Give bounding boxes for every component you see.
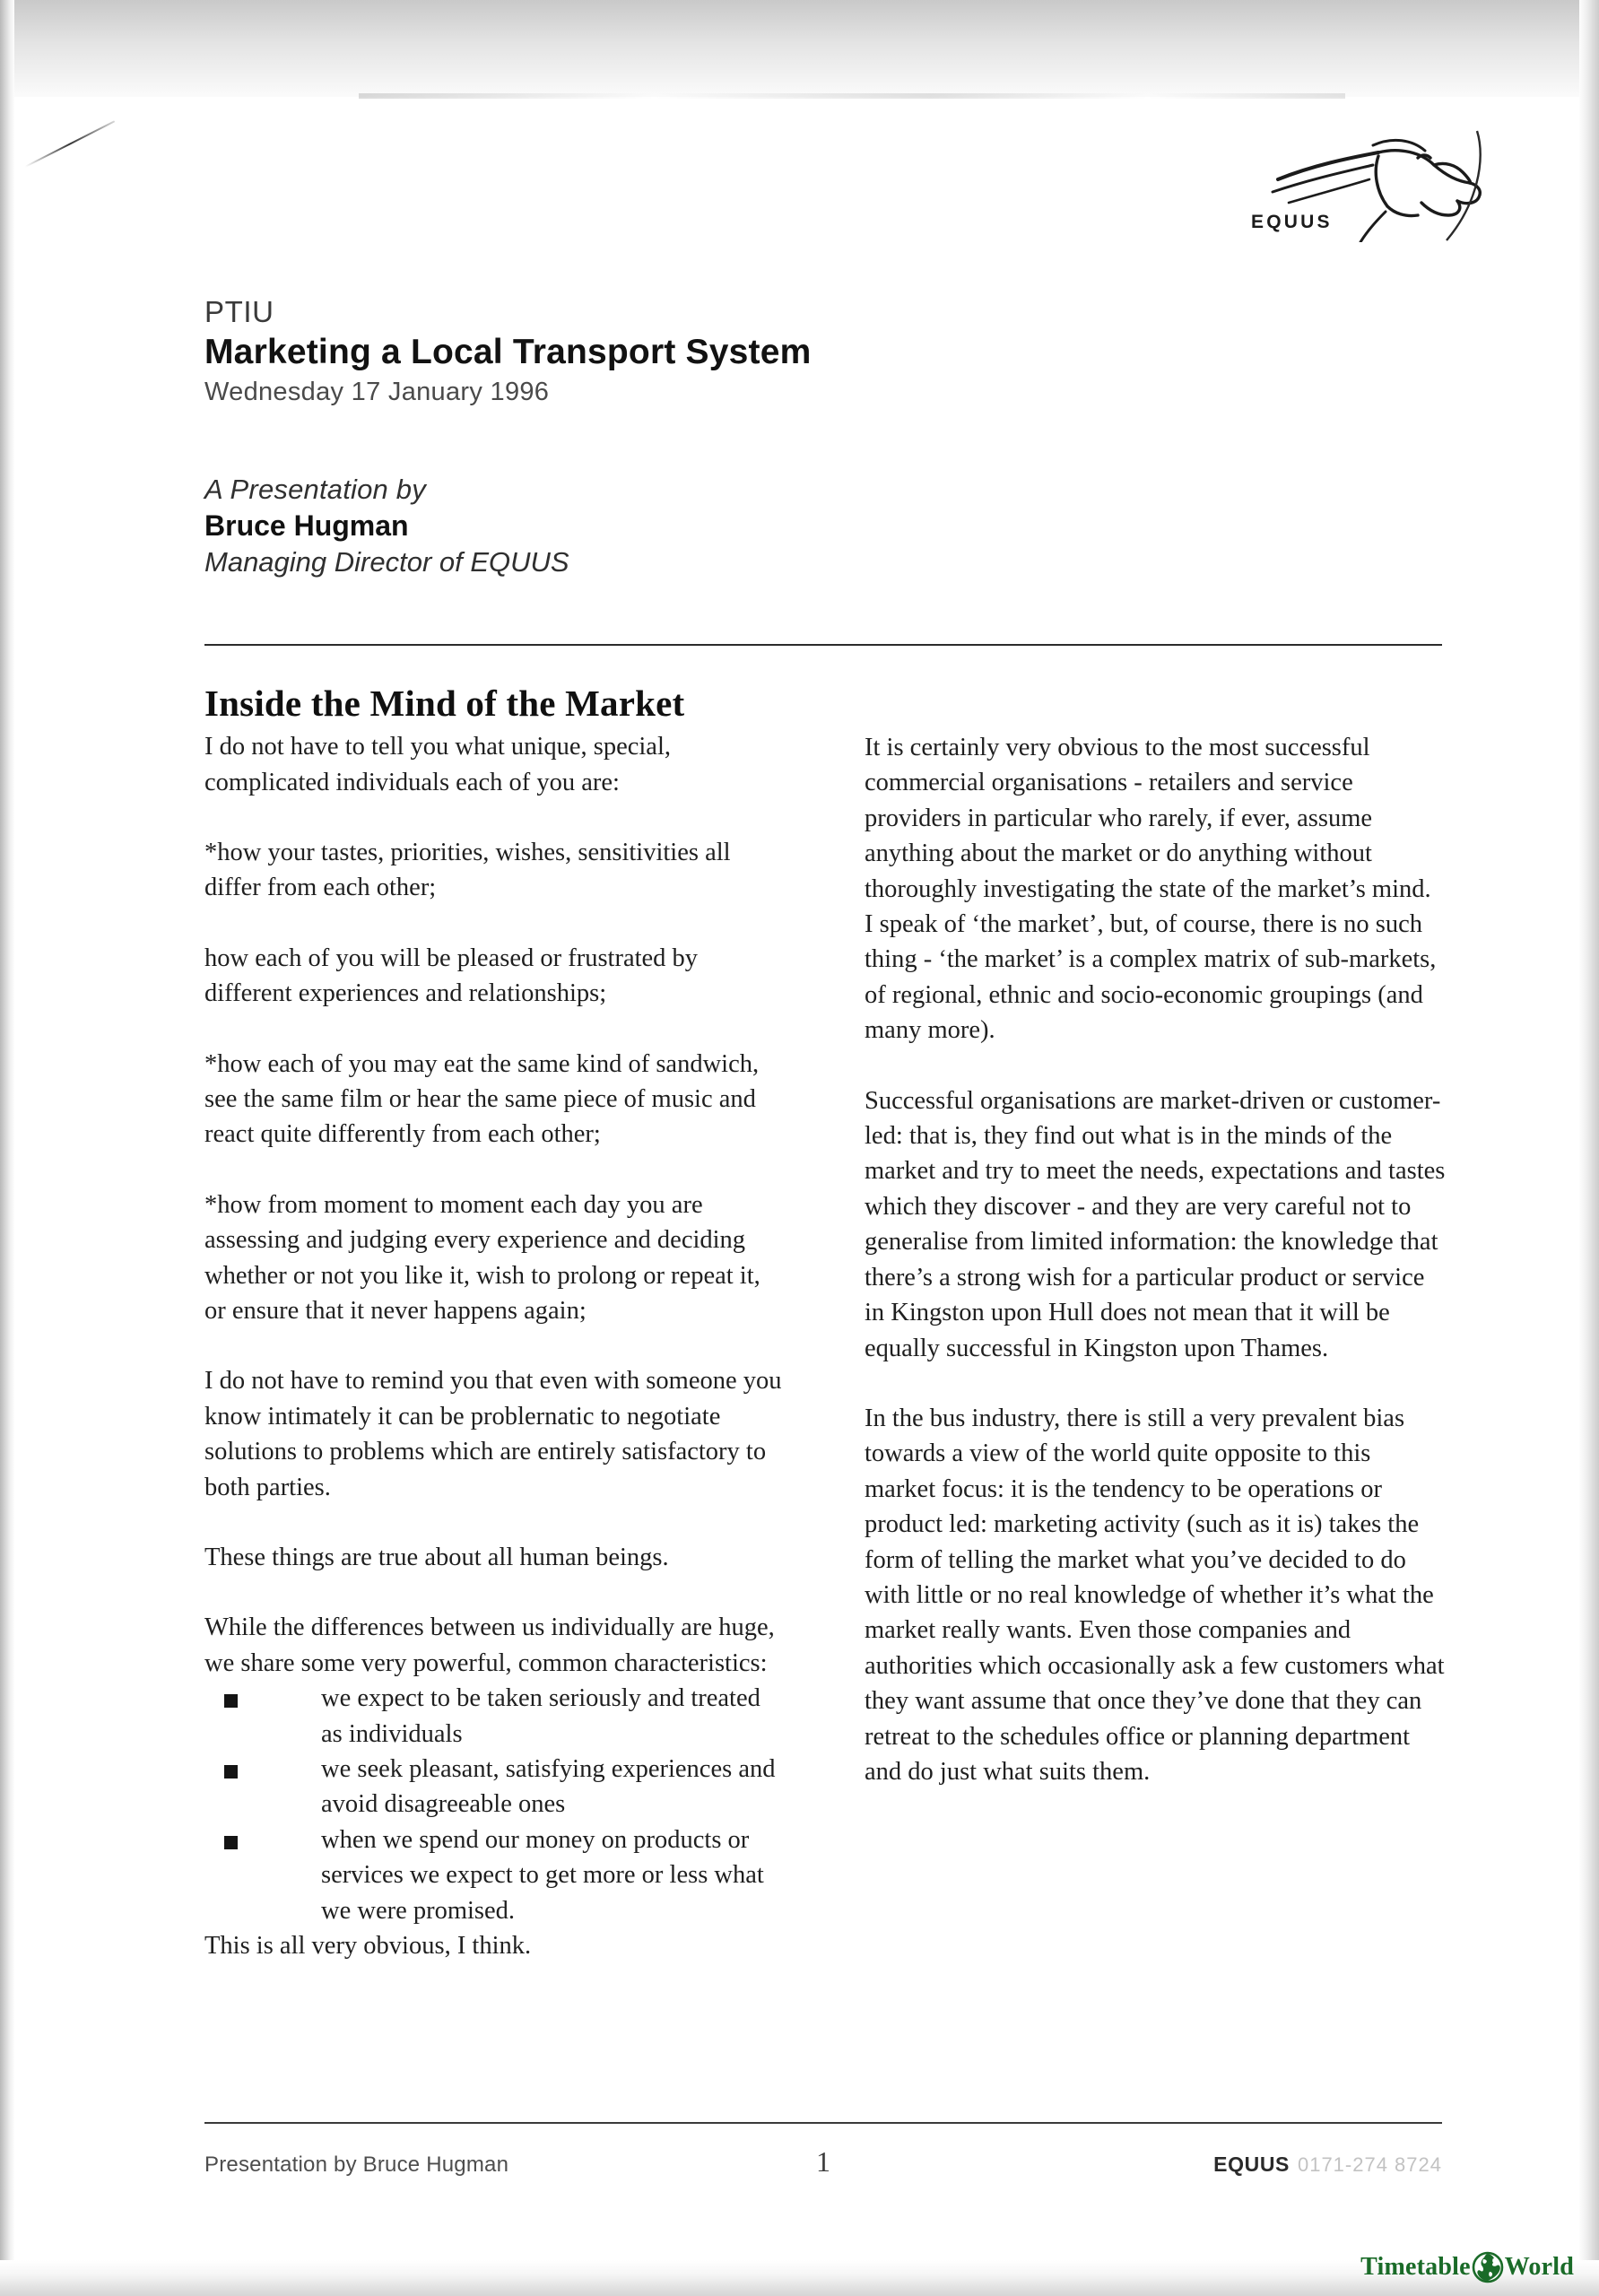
equus-logo [1242,126,1502,242]
paragraph-right-2: Successful organisations are market-driven or customer-led: that is, they find out what is in the minds of the market and try to meet the needs, expectations and tastes which they discover - and they are very careful not to generalise from limited information: the knowledge that there’s a strong wish for a particular product or service in Kingston upon Hull does not mean that it will be equally successful in Kingston upon Thames. [865,1086,1446,1362]
paragraph-point-2: how each of you will be pleased or frustrated by different experiences and relationships; [204,944,699,1008]
section-title: Inside the Mind of the Market [204,683,685,724]
page-title: Marketing a Local Transport System [204,332,812,371]
globe-icon [1472,2251,1504,2283]
paragraph-point-5: I do not have to remind you that even with someone you know intimately it can be problernatic to negotiate solutions to problems which are entirely satisfactory to both parties. [204,1367,782,1501]
watermark-text-right: World [1504,2253,1574,2281]
equus-logo-text: EQUUS [1251,212,1333,232]
scan-edge-top [0,0,1599,97]
left-column [204,683,786,1963]
paragraph-point-3: *how each of you may eat the same kind of sandwich, see the same film or hear the same piece of music and react quite differently from each other; [204,1049,760,1149]
scan-speckle [359,93,1345,99]
square-bullet-icon [224,1836,238,1849]
paragraph-human-beings: These things are true about all human beings. [204,1544,669,1571]
square-bullet-icon [224,1765,238,1779]
paragraph-right-3: In the bus industry, there is still a very prevalent bias towards a view of the world quite opposite to this market focus: it is the tendency to be operations or product led: marketing activity (such as it is) takes the form of telling the market what you’ve decided to do with little or no real knowledge of whether it’s what the market really wants. Even those companies and authorities which occasionally ask a few customers what they want assume that once they’ve done that they can retreat to the schedules office or planning department and do just what suits them. [865,1404,1445,1786]
page-number: 1 [816,2145,830,2178]
footer-right [1213,2152,1442,2177]
scan-pen-streak [25,120,116,168]
list-item [204,1681,786,1752]
watermark-text-left: Timetable [1360,2253,1471,2281]
footer-phone-number: 0171-274 8724 [1297,2153,1442,2176]
scan-edge-right [1579,0,1599,2296]
paragraph-point-1: *how your tastes, priorities, wishes, sensitivities all differ from each other; [204,838,731,902]
document-header [204,296,1370,407]
page-footer [204,2145,1442,2188]
paragraph-point-4: *how from moment to moment each day you are assessing and judging every experience and deciding whether or not you like it, wish to prolong or repeat it, or ensure that it never happens again; [204,1190,760,1325]
paragraph-right-1: It is certainly very obvious to the most successful commercial organisations - retailers and service providers in particular who rarely, if ever, assume anything about the market or do anything without thoroughly investigating the state of the market’s mind. I speak of ‘the market’, but, of course, there is no such thing - ‘the market’ is a complex matrix of sub-markets, of regional, ethnic and socio-economic groupings (and many more). [865,734,1437,1045]
list-item [204,1822,786,1928]
organisation-name: PTIU [204,295,274,328]
scan-edge-bottom [0,2260,1599,2296]
list-item-label: we seek pleasant, satisfying experiences and avoid disagreeable ones [321,1755,776,1819]
presentation-date: Wednesday 17 January 1996 [204,377,550,406]
scan-edge-left [0,0,14,2296]
paragraph-obvious: This is all very obvious, I think. [204,1932,532,1961]
paragraph-intro: I do not have to tell you what unique, special, complicated individuals each of you are: [204,733,671,796]
list-item-label: when we spend our money on products or services we expect to get more or less what we were promised. [321,1825,764,1925]
paragraph-differences: While the differences between us individually are huge, we share some very powerful, common characteristics: [204,1613,775,1677]
right-column [865,683,1446,1963]
list-item-label: we expect to be taken seriously and treated as individuals [321,1684,760,1748]
presenter-name: Bruce Hugman [204,509,409,542]
presentation-label: A Presentation by [204,474,426,505]
characteristics-list [204,1681,786,1928]
footer-divider [204,2122,1442,2124]
article-body [204,683,1447,1963]
square-bullet-icon [224,1694,238,1708]
presenter-role: Managing Director of EQUUS [204,546,569,578]
footer-equus-text: EQUUS [1213,2152,1290,2176]
timetable-world-watermark [1360,2251,1574,2283]
presenter-byline [204,474,1101,578]
list-item [204,1752,786,1822]
footer-left-text: Presentation by Bruce Hugman [204,2152,509,2177]
header-divider [204,644,1442,646]
